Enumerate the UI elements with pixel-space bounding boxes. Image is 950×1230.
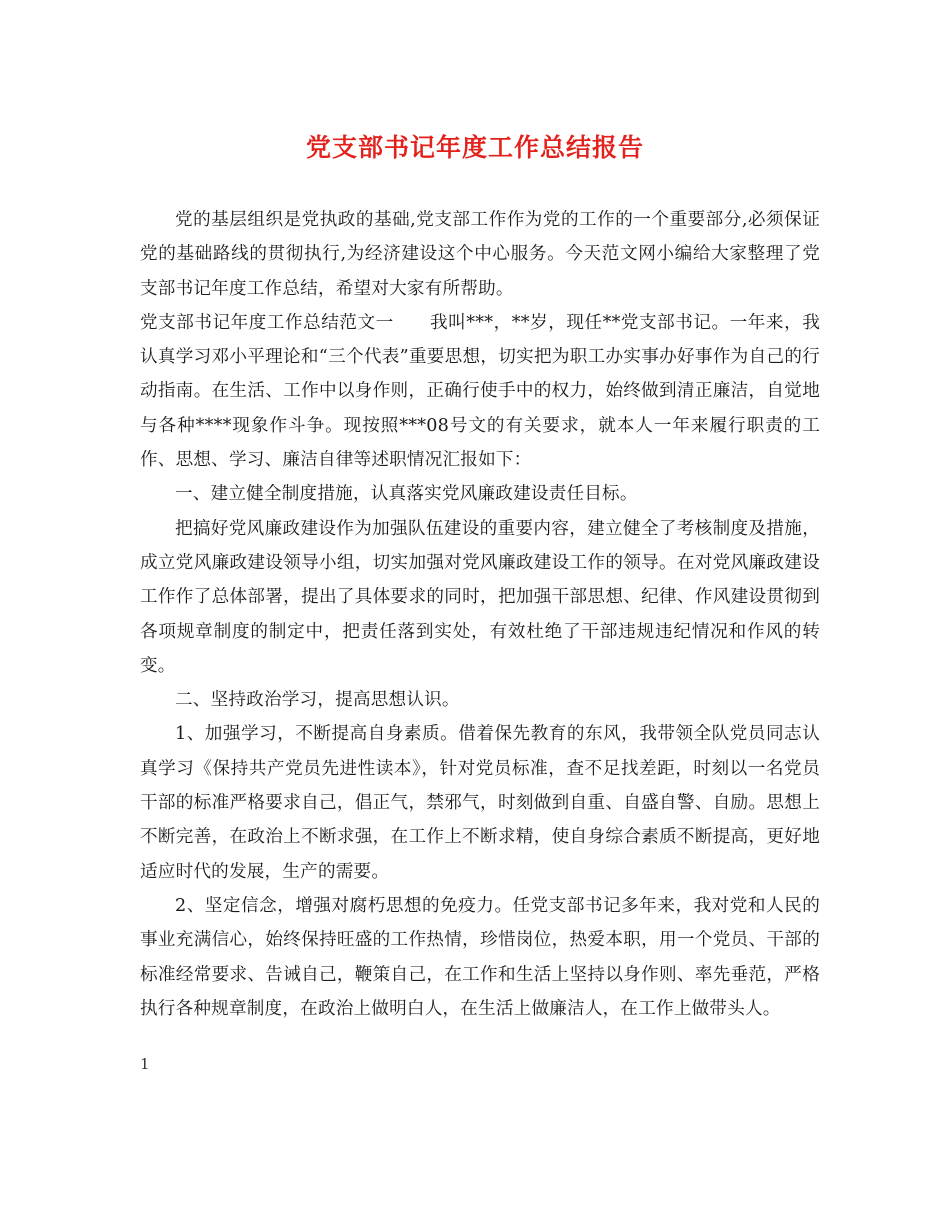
section-heading-two: 二、坚持政治学习，提高思想认识。	[175, 690, 460, 711]
sample-one-opening-paragraph: 党支部书记年度工作总结范文一 我叫***，**岁，现任**党支部书记。一年来，我认真学习邓小平理论和“三个代表”重要思想，切实把为职工办实事办好事作为自己的行动指南。在生活、工作中以身作则，正确行使手中的权力，始终做到清正廉洁，自觉地与各种****现象作斗争。现按照***08号文的有关要求，就本人一年来履行职责的工作、思想、学习、廉洁自律等述职情况汇报如下：	[140, 312, 820, 471]
section-two-item-two: 2、坚定信念，增强对腐朽思想的免疫力。任党支部书记多年来，我对党和人民的事业充满信心，始终保持旺盛的工作热情，珍惜岗位，热爱本职，用一个党员、干部的标准经常要求、告诫自己，鞭策自己，在工作和生活上坚持以身作则、率先垂范，严格执行各种规章制度，在政治上做明白人，在生活上做廉洁人，在工作上做带头人。	[140, 895, 820, 1019]
intro-paragraph: 党的基层组织是党执政的基础,党支部工作作为党的工作的一个重要部分,必须保证党的基础路线的贯彻执行,为经济建设这个中心服务。今天范文网小编给大家整理了党支部书记年度工作总结，希望对大家有所帮助。	[140, 210, 820, 299]
section-two-item-one: 1、加强学习，不断提高自身素质。借着保先教育的东风，我带领全队党员同志认真学习《保持共产党员先进性读本》，针对党员标准，查不足找差距，时刻以一名党员干部的标准严格要求自己，倡正气，禁邪气，时刻做到自重、自盛自警、自励。思想上不断完善，在政治上不断求强，在工作上不断求精，使自身综合素质不断提高，更好地适应时代的发展，生产的需要。	[140, 724, 820, 882]
page-number: 1	[140, 1055, 150, 1073]
document-title: 党支部书记年度工作总结报告	[305, 133, 644, 162]
document-body	[140, 203, 820, 1026]
section-heading-one: 一、建立健全制度措施，认真落实党风廉政建设责任目标。	[175, 484, 638, 505]
section-one-paragraph: 把搞好党风廉政建设作为加强队伍建设的重要内容，建立健全了考核制度及措施，成立党风廉政建设领导小组，切实加强对党风廉政建设工作的领导。在对党风廉政建设工作作了总体部署，提出了具体要求的同时，把加强干部思想、纪律、作风建设贯彻到各项规章制度的制定中，把责任落到实处，有效杜绝了干部违规违纪情况和作风的转变。	[140, 518, 820, 676]
